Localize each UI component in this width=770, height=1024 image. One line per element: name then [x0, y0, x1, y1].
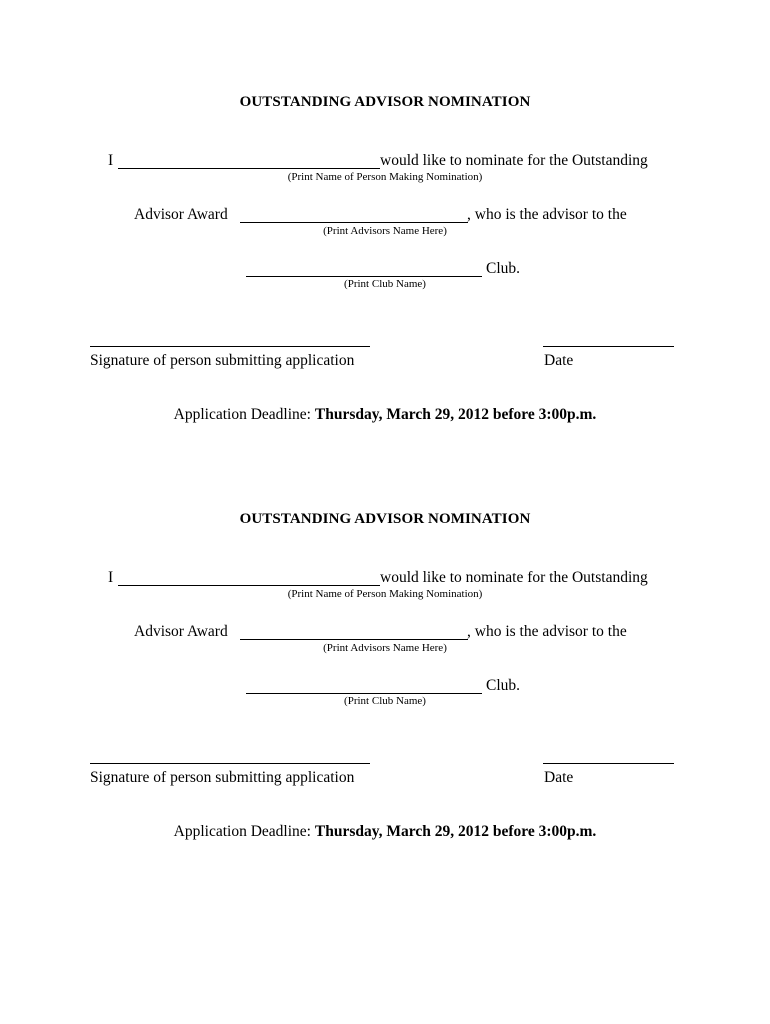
date-line[interactable]: [543, 763, 674, 764]
line1-suffix: would like to nominate for the Outstanding: [380, 152, 648, 169]
date-label: Date: [544, 352, 574, 369]
line3-suffix: Club.: [486, 260, 521, 277]
deadline-label: Application Deadline:: [173, 406, 311, 423]
form-title: OUTSTANDING ADVISOR NOMINATION: [239, 94, 531, 110]
line2-suffix: , who is the advisor to the: [467, 623, 627, 640]
advisor-name-caption: (Print Advisors Name Here): [323, 225, 447, 237]
nomination-form-1: [0, 0, 770, 423]
date-line[interactable]: [543, 346, 674, 347]
line3-suffix: Club.: [486, 677, 521, 694]
club-name-caption: (Print Club Name): [344, 278, 426, 290]
deadline-value: Thursday, March 29, 2012 before 3:00p.m.: [314, 823, 597, 840]
line2-suffix: , who is the advisor to the: [467, 206, 627, 223]
signature-label: Signature of person submitting application: [90, 352, 355, 369]
deadline-label: Application Deadline:: [173, 823, 311, 840]
signature-line[interactable]: [90, 763, 370, 764]
line1-prefix: I: [108, 569, 114, 586]
signature-label: Signature of person submitting application: [90, 769, 355, 786]
signature-line[interactable]: [90, 346, 370, 347]
deadline: [174, 823, 597, 841]
advisor-name-caption: (Print Advisors Name Here): [323, 642, 447, 654]
nominator-name-caption: (Print Name of Person Making Nomination): [287, 171, 483, 183]
club-name-caption: (Print Club Name): [344, 695, 426, 707]
deadline-value: Thursday, March 29, 2012 before 3:00p.m.: [314, 406, 597, 423]
line2-prefix: Advisor Award: [134, 623, 228, 640]
nomination-form-2: [0, 417, 770, 840]
date-label: Date: [544, 769, 574, 786]
line1-prefix: I: [108, 152, 114, 169]
line2-prefix: Advisor Award: [134, 206, 228, 223]
form-title: OUTSTANDING ADVISOR NOMINATION: [239, 511, 531, 527]
nominator-name-line[interactable]: [118, 585, 380, 586]
club-name-line[interactable]: [246, 276, 482, 277]
line1-suffix: would like to nominate for the Outstanding: [380, 569, 648, 586]
nominator-name-caption: (Print Name of Person Making Nomination): [287, 588, 483, 600]
club-name-line[interactable]: [246, 693, 482, 694]
advisor-name-line[interactable]: [240, 639, 468, 640]
advisor-name-line[interactable]: [240, 222, 468, 223]
nominator-name-line[interactable]: [118, 168, 380, 169]
